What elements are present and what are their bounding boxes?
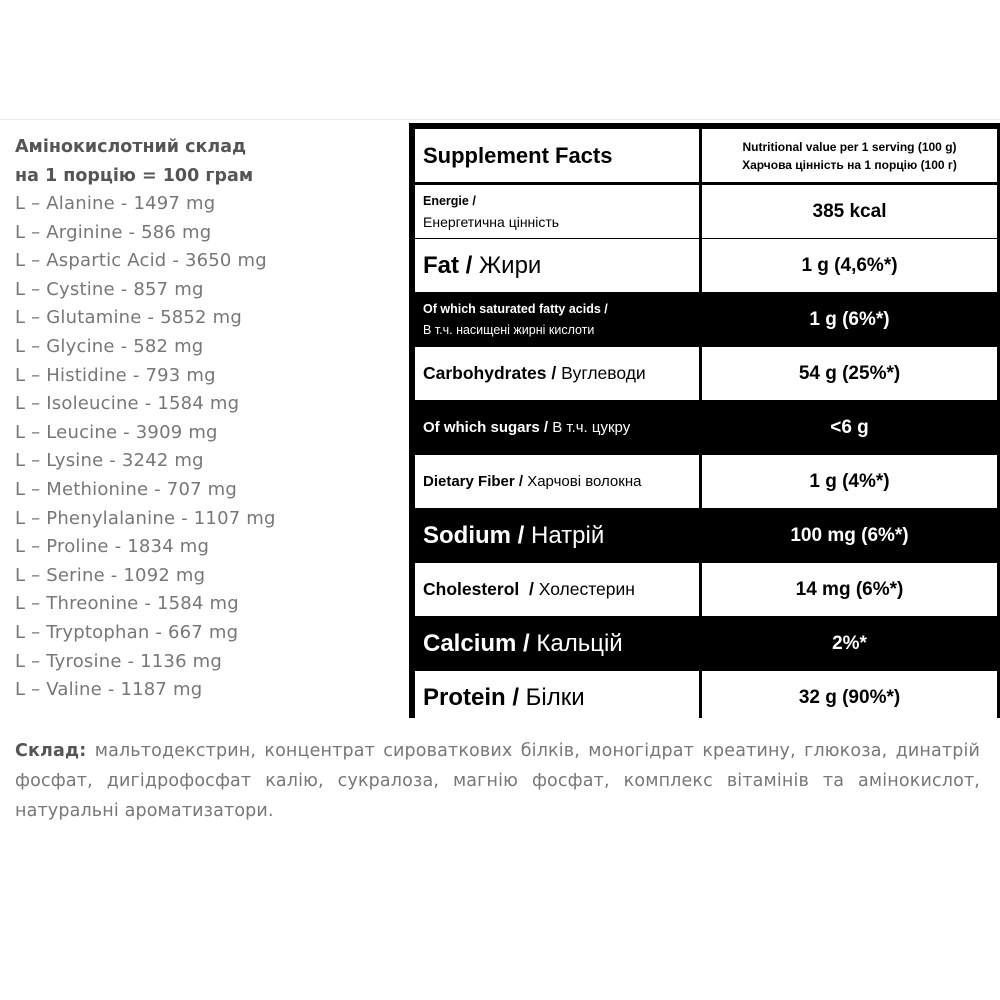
facts-row-protein bbox=[415, 671, 1000, 724]
sodium-label-en: Sodium / bbox=[423, 521, 525, 549]
serving-note-cell bbox=[702, 129, 997, 182]
saturated-label-en: Of which saturated fatty acids / bbox=[423, 301, 608, 316]
list-item: L – Tryptophan - 667 mg bbox=[15, 621, 239, 643]
fiber-label-ua: Харчові волокна bbox=[523, 473, 642, 490]
sodium-value: 100 mg (6%*) bbox=[790, 524, 909, 546]
cholesterol-label-ua: Холестерин bbox=[533, 579, 635, 599]
list-item: L – Arginine - 586 mg bbox=[15, 221, 212, 243]
cholesterol-label-en: Cholesterol / bbox=[423, 579, 534, 599]
sugars-label-ua: В т.ч. цукру bbox=[548, 419, 631, 436]
fat-value: 1 g (4,6%*) bbox=[801, 254, 898, 276]
energy-value: 385 kcal bbox=[812, 200, 887, 222]
list-item: L – Proline - 1834 mg bbox=[15, 536, 210, 558]
composition-paragraph bbox=[15, 736, 980, 826]
amino-list bbox=[15, 190, 410, 705]
protein-value: 32 g (90%*) bbox=[798, 686, 901, 708]
list-item: L – Lysine - 3242 mg bbox=[15, 450, 204, 472]
composition-text: мальтодекстрин, концентрат сироваткових білків, моногідрат креатину, глюкоза, динатрій фосфат, дигідрофосфат калію, сукралоза, магнію фосфат, комплекс вітамінів та амінокислот, натуральні ароматизатори. bbox=[15, 741, 980, 821]
saturated-label-ua: В т.ч. насищені жирні кислоти bbox=[423, 322, 595, 337]
facts-row-sodium bbox=[415, 509, 1000, 562]
carbs-label-ua: Вуглеводи bbox=[556, 363, 646, 383]
list-item: L – Threonine - 1584 mg bbox=[15, 593, 239, 615]
carbs-label-en: Carbohydrates / bbox=[423, 363, 557, 383]
list-item: L – Phenylalanine - 1107 mg bbox=[15, 507, 276, 529]
fat-label-en: Fat / bbox=[423, 251, 473, 279]
list-item: L – Leucine - 3909 mg bbox=[15, 421, 218, 443]
supplement-facts-table bbox=[409, 123, 1000, 718]
serving-note-en: Nutritional value per 1 serving (100 g) bbox=[742, 139, 957, 154]
calcium-label-ua: Кальцій bbox=[529, 629, 623, 657]
facts-header-row bbox=[415, 129, 1000, 182]
list-item: L – Isoleucine - 1584 mg bbox=[15, 393, 240, 415]
sodium-label-ua: Натрій bbox=[524, 521, 605, 549]
list-item: L – Serine - 1092 mg bbox=[15, 564, 206, 586]
energy-label-en: Energie / bbox=[423, 193, 476, 208]
fiber-value: 1 g (4%*) bbox=[809, 470, 890, 492]
facts-row-fat bbox=[415, 239, 1000, 292]
list-item: L – Glutamine - 5852 mg bbox=[15, 307, 242, 329]
carbs-value: 54 g (25%*) bbox=[798, 362, 901, 384]
facts-row-carbs bbox=[415, 347, 1000, 400]
amino-acid-section bbox=[15, 133, 410, 705]
serving-note-ua: Харчова цінність на 1 порцію (100 г) bbox=[742, 157, 957, 172]
amino-title: Амінокислотний склад на 1 порцію = 100 грам bbox=[15, 137, 254, 186]
protein-label-ua: Білки bbox=[519, 683, 585, 711]
top-divider bbox=[0, 119, 1000, 120]
list-item: L – Aspartic Acid - 3650 mg bbox=[15, 250, 267, 272]
facts-row-saturated bbox=[415, 293, 1000, 346]
protein-label-en: Protein / bbox=[423, 683, 520, 711]
list-item: L – Histidine - 793 mg bbox=[15, 364, 216, 386]
facts-row-calcium bbox=[415, 617, 1000, 670]
facts-title-cell bbox=[415, 129, 699, 182]
fat-label-ua: Жири bbox=[472, 251, 542, 279]
energy-label-ua: Енергетична цінність bbox=[423, 213, 560, 230]
list-item: L – Methionine - 707 mg bbox=[15, 478, 238, 500]
cholesterol-value: 14 mg (6%*) bbox=[795, 578, 904, 600]
facts-row-fiber bbox=[415, 455, 1000, 508]
list-item: L – Glycine - 582 mg bbox=[15, 335, 204, 357]
list-item: L – Cystine - 857 mg bbox=[15, 278, 204, 300]
list-item: L – Alanine - 1497 mg bbox=[15, 193, 216, 214]
composition-label: Склад: bbox=[15, 741, 87, 761]
list-item: L – Valine - 1187 mg bbox=[15, 679, 203, 701]
sugars-label-en: Of which sugars / bbox=[423, 419, 549, 436]
facts-row-energy bbox=[415, 185, 1000, 238]
facts-row-cholesterol bbox=[415, 563, 1000, 616]
facts-title: Supplement Facts bbox=[423, 142, 613, 168]
facts-row-sugars bbox=[415, 401, 1000, 454]
sugars-value: <6 g bbox=[830, 416, 869, 438]
calcium-value: 2%* bbox=[832, 632, 867, 654]
list-item: L – Tyrosine - 1136 mg bbox=[15, 650, 223, 672]
calcium-label-en: Calcium / bbox=[423, 629, 530, 657]
fiber-label-en: Dietary Fiber / bbox=[423, 473, 524, 490]
saturated-value: 1 g (6%*) bbox=[809, 308, 890, 330]
